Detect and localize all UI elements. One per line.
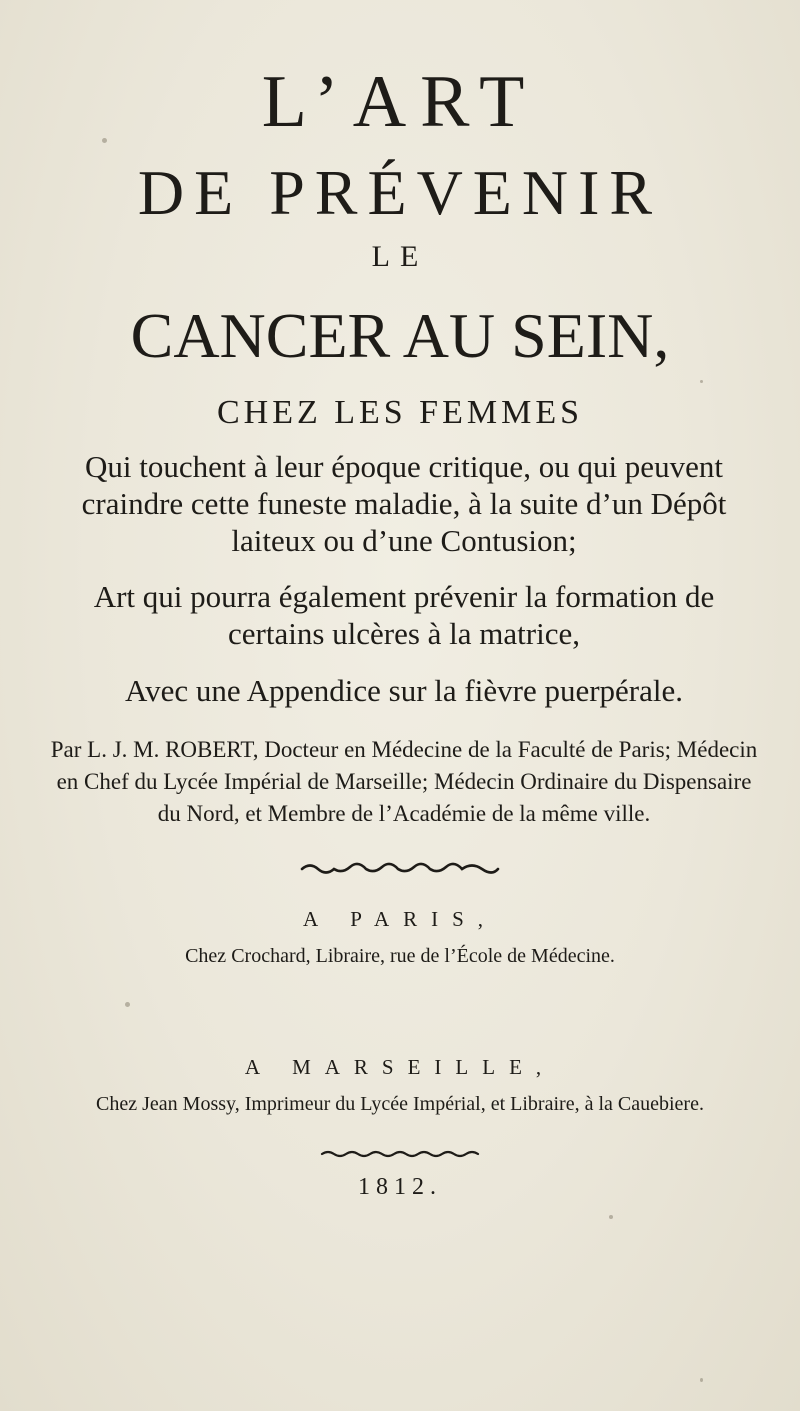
imprint-year: 1812.	[358, 1174, 442, 1200]
imprint-publisher-marseille: Chez Jean Mossy, Imprimeur du Lycée Impérial, et Libraire, à la Cauebiere.	[96, 1093, 704, 1115]
paper-speck	[102, 138, 107, 143]
paper-speck	[700, 1378, 703, 1382]
title-line-de-prevenir: DE PRÉVENIR	[137, 157, 663, 228]
wavy-rule-icon	[320, 1149, 480, 1159]
description-paragraph-3: Avec une Appendice sur la fièvre puerpérale.	[124, 673, 683, 708]
title-line-le: LE	[371, 240, 429, 273]
paper-speck	[125, 1002, 130, 1007]
paper-speck	[700, 380, 703, 383]
imprint-city-paris: A PARIS,	[302, 907, 498, 931]
title-line-cancer-au-sein: CANCER AU SEIN,	[130, 300, 670, 371]
paper-speck	[609, 1215, 613, 1219]
ornament-divider-top	[0, 862, 800, 881]
imprint-city-marseille: A MARSEILLE,	[244, 1055, 556, 1079]
ornament-divider-bottom	[0, 1146, 800, 1164]
description-paragraph-1: Qui touchent à leur époque critique, ou qui peuvent craindre cette funeste maladie, à la suite d’un Dépôt laiteux ou d’une Contusion;	[81, 449, 727, 558]
description-paragraph-2: Art qui pourra également prévenir la formation de certains ulcères à la matrice,	[93, 579, 715, 651]
title-line-chez-les-femmes: CHEZ LES FEMMES	[216, 394, 584, 431]
wavy-rule-icon	[300, 862, 500, 876]
title-line-lart: L’ART	[261, 61, 539, 143]
author-credit: Par L. J. M. ROBERT, Docteur en Médecine de la Faculté de Paris; Médecin en Chef du Lycée Impérial de Marseille; Médecin Ordinaire du Dispensaire du Nord, et Membre de l’Académie de la même ville.	[50, 737, 758, 826]
imprint-publisher-paris: Chez Crochard, Libraire, rue de l’École de Médecine.	[185, 945, 615, 967]
